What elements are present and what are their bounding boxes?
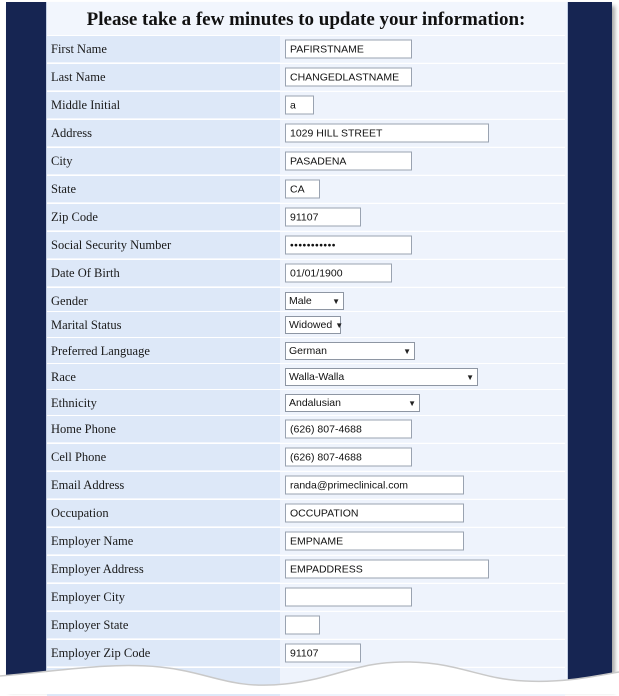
occupation-input[interactable]: OCCUPATION <box>285 504 464 523</box>
field-label: Employer State <box>47 612 280 638</box>
ethnicity-select[interactable]: Andalusian ▼ <box>285 394 420 412</box>
ssn-input[interactable]: ••••••••••• <box>285 236 412 255</box>
field-label: Employer City <box>47 584 280 610</box>
field-label: Date Of Birth <box>47 260 280 286</box>
field-label: Employer Zip Code <box>47 640 280 666</box>
field-label: City <box>47 148 280 174</box>
field-label: Gender <box>47 288 280 314</box>
field-label: Zip Code <box>47 204 280 230</box>
field-label: First Name <box>47 36 280 62</box>
page-heading: Please take a few minutes to update your information: <box>86 9 526 30</box>
race-select[interactable]: Walla-Walla ▼ <box>285 368 478 386</box>
zip-code-input[interactable]: 91107 <box>285 208 361 227</box>
chevron-down-icon: ▼ <box>332 296 340 306</box>
marital-status-select[interactable]: Widowed ▼ <box>285 316 341 334</box>
first-name-input[interactable]: PAFIRSTNAME <box>285 40 412 59</box>
employer-name-input[interactable]: EMPNAME <box>285 532 464 551</box>
gender-select[interactable]: Male ▼ <box>285 292 344 310</box>
field-label: Employer Name <box>47 528 280 554</box>
state-input[interactable]: CA <box>285 180 320 199</box>
field-label: Cell Phone <box>47 444 280 470</box>
field-label: Employer Address <box>47 556 280 582</box>
field-label: Last Name <box>47 64 280 90</box>
chevron-down-icon: ▼ <box>408 398 416 408</box>
chevron-down-icon: ▼ <box>403 346 411 356</box>
field-label: Occupation <box>47 500 280 526</box>
field-label: Social Security Number <box>47 232 280 258</box>
address-input[interactable]: 1029 HILL STREET <box>285 124 489 143</box>
email-address-input[interactable]: randa@primeclinical.com <box>285 476 464 495</box>
field-label: Email Address <box>47 472 280 498</box>
field-label: Home Phone <box>47 416 280 442</box>
employer-address-input[interactable]: EMPADDRESS <box>285 560 489 579</box>
field-label: Race <box>47 364 280 390</box>
field-label: Middle Initial <box>47 92 280 118</box>
field-label: Marital Status <box>47 312 280 338</box>
cell-phone-input[interactable]: (626) 807-4688 <box>285 448 412 467</box>
field-label: Preferred Language <box>47 338 280 364</box>
field-label: State <box>47 176 280 202</box>
chevron-down-icon: ▼ <box>466 372 474 382</box>
field-label: Address <box>47 120 280 146</box>
date-of-birth-input[interactable]: 01/01/1900 <box>285 264 392 283</box>
home-phone-input[interactable]: (626) 807-4688 <box>285 420 412 439</box>
city-input[interactable]: PASADENA <box>285 152 412 171</box>
chevron-down-icon: ▼ <box>335 320 344 330</box>
middle-initial-input[interactable]: a <box>285 96 314 115</box>
employer-zip-code-input[interactable]: 91107 <box>285 644 361 663</box>
preferred-language-select[interactable]: German ▼ <box>285 342 415 360</box>
field-label: Ethnicity <box>47 390 280 416</box>
last-name-input[interactable]: CHANGEDLASTNAME <box>285 68 412 87</box>
